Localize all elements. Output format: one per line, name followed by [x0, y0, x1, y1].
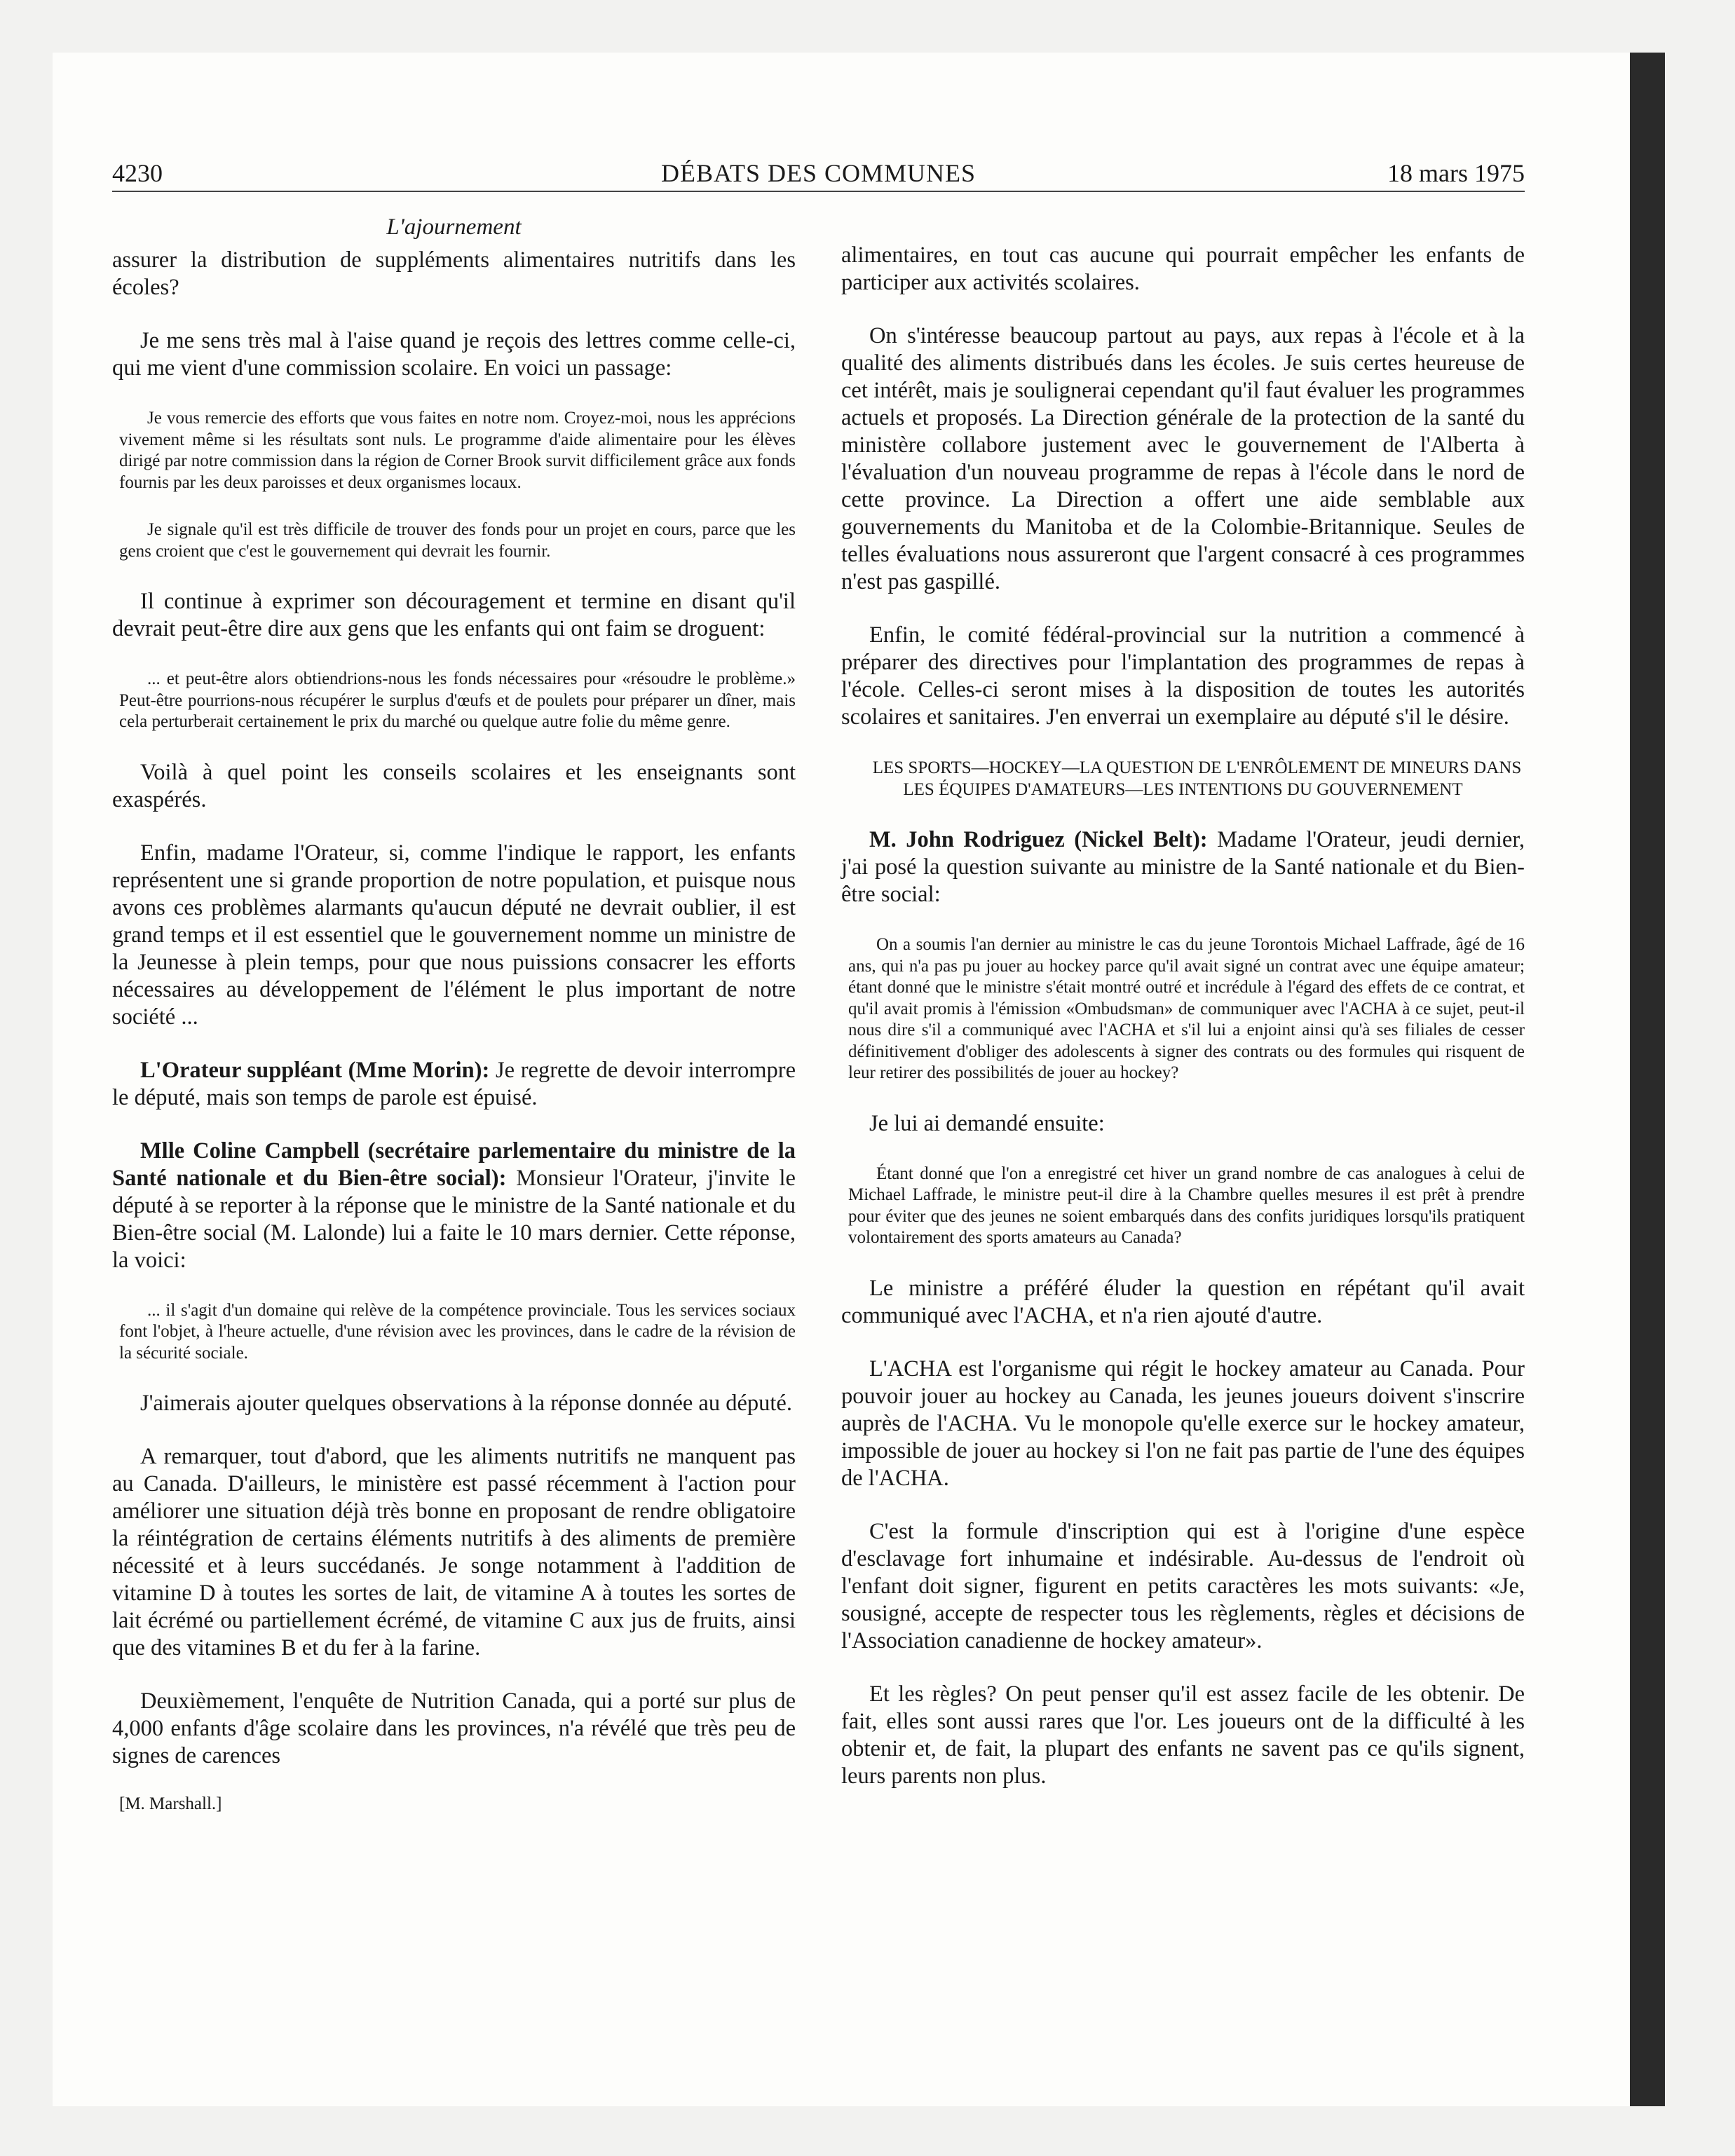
section-kicker: L'ajournement	[386, 214, 522, 240]
speech-paragraph	[112, 1057, 796, 1112]
paragraph: J'aimerais ajouter quelques observations à la réponse donnée au député.	[140, 1391, 792, 1416]
paragraph: Enfin, madame l'Orateur, si, comme l'indique le rapport, les enfants représentent une si grande proportion de notre population, et puisque nous avons ces problèmes alarmants qu'aucun député ne devrait oublier, il est grand temps et il est essentiel que le gouvernement nomme un ministre de la Jeunesse à plein temps, pour que nous puissions consacrer les efforts nécessaires au développement de l'élément le plus important de notre société ...	[112, 840, 796, 1030]
paragraph: Enfin, le comité fédéral-provincial sur la nutrition a commencé à préparer des directives pour l'implantation des programmes de repas à l'école. Celles-ci seront mises à la disposition de toutes les autorités scolaires et sanitaires. J'en enverrai un exemplaire au député s'il le désire.	[841, 622, 1525, 730]
speaker-name: M. John Rodriguez (Nickel Belt):	[869, 827, 1208, 852]
scan-edge-strip	[1630, 53, 1665, 2106]
paragraph: Il continue à exprimer son découragement et termine en disant qu'il devrait peut-être dire aux gens que les enfants qui ont faim se droguent:	[112, 589, 796, 641]
paragraph: Je lui ai demandé ensuite:	[869, 1110, 1105, 1136]
paragraph: Deuxièmement, l'enquête de Nutrition Canada, qui a porté sur plus de 4,000 enfants d'âge scolaire dans les provinces, n'a révélé que très peu de signes de carences	[112, 1688, 796, 1768]
publication-title: DÉBATS DES COMMUNES	[660, 159, 977, 187]
paragraph: alimentaires, en tout cas aucune qui pourrait empêcher les enfants de participer aux activités scolaires.	[841, 243, 1525, 295]
speech-text: Je regrette de devoir interrompre le député, mais son temps de parole est épuisé.	[112, 1057, 796, 1110]
paragraph: On s'intéresse beaucoup partout au pays, aux repas à l'école et à la qualité des aliments distribués dans les écoles. Je suis certes heureuse de cet intérêt, mais je soulignerai cependant qu'il faut évaluer les programmes actuels et proposés. La Direction générale de la protection de la santé du ministère collabore justement avec le gouvernement de l'Alberta à l'évaluation d'un nouveau programme de repas à l'école dans le nord de cette province. La Direction a offert une aide semblable aux gouvernements du Manitoba et de la Colombie-Britannique. Seules de telles évaluations nous assureront que l'argent consacré à ces programmes n'est pas gaspillé.	[841, 323, 1525, 594]
paragraph: Le ministre a préféré éluder la question en répétant qu'il avait communiqué avec l'ACHA, et n'a rien ajouté d'autre.	[841, 1275, 1525, 1328]
left-column	[112, 214, 796, 1817]
right-column	[841, 242, 1525, 1816]
quotation: On a soumis l'an dernier au ministre le cas du jeune Torontois Michael Laffrade, âgé de 16 ans, qui n'a pas pu jouer au hockey parce qu'il avait signé un contrat avec une équipe amateur; étant donné que le ministre s'était montré outré et incrédule à l'égard des effets de ce contrat, et qu'il avait promis à l'émission «Ombudsman» de communiquer avec l'ACHA à ce sujet, peut-il nous dire s'il a communiqué avec l'ACHA et s'il lui a enjoint ainsi qu'à ses filiales de cesser définitivement d'obliger des adolescents à signer des contrats ou des formules qui risquent de leur retirer des possibilités de jouer au hockey?	[848, 935, 1525, 1082]
speech-text: Monsieur l'Orateur, j'invite le député à se reporter à la réponse que le ministre de la Santé nationale et du Bien-être social (M. Lalonde) lui a faite le 10 mars dernier. Cette réponse, la voici:	[112, 1165, 796, 1273]
speaker-name: Mlle Coline Campbell (secrétaire parlementaire du ministre de la Santé nationale et du Bien-être social):	[112, 1138, 796, 1191]
paragraph: L'ACHA est l'organisme qui régit le hockey amateur au Canada. Pour pouvoir jouer au hockey au Canada, les jeunes joueurs doivent s'inscrire auprès de l'ACHA. Vu le monopole qu'elle exerce sur le hockey amateur, impossible de jouer au hockey si l'on ne fait pas partie de l'une des équipes de l'ACHA.	[841, 1356, 1525, 1491]
speaker-name: L'Orateur suppléant (Mme Morin):	[140, 1057, 490, 1083]
speech-text: Madame l'Orateur, jeudi dernier, j'ai posé la question suivante au ministre de la Santé nationale et du Bien-être social:	[841, 827, 1525, 907]
page-number: 4230	[112, 159, 163, 187]
quotation: Je signale qu'il est très difficile de trouver des fonds pour un projet en cours, parce que les gens croient que c'est le gouvernement qui devrait les fournir.	[119, 520, 796, 561]
speech-paragraph	[112, 1138, 796, 1274]
quotation: Étant donné que l'on a enregistré cet hiver un grand nombre de cas analogues à celui de Michael Laffrade, le ministre peut-il dire à la Chambre quelles mesures il est prêt à prendre pour éviter que des jeunes ne soient embarqués dans des confits juridiques lorsqu'ils pratiquent volontairement des sports amateurs au Canada?	[848, 1164, 1525, 1247]
page-header	[112, 158, 1525, 192]
quotation: Je vous remercie des efforts que vous faites en notre nom. Croyez-moi, nous les apprécions vivement même si les résultats sont nuls. Le programme d'aide alimentaire pour les élèves dirigé par notre commission dans la région de Corner Brook survit difficilement grâce aux fonds fournis par les deux paroisses et deux organismes locaux.	[119, 409, 796, 492]
paragraph: Et les règles? On peut penser qu'il est assez facile de les obtenir. De fait, elles sont aussi rares que l'or. Les joueurs ont de la difficulté à les obtenir et, de fait, la plupart des enfants ne savent pas ce qu'ils signent, leurs parents non plus.	[841, 1681, 1525, 1789]
paragraph: Voilà à quel point les conseils scolaires et les enseignants sont exaspérés.	[112, 759, 796, 812]
paragraph: C'est la formule d'inscription qui est à l'origine d'une espèce d'esclavage fort inhumaine et indésirable. Au-dessus de l'endroit où l'enfant doit signer, figurent en petits caractères les mots suivants: «Je, sousigné, accepte de respecter tous les règlements, règles et décisions de l'Association canadienne de hockey amateur».	[841, 1518, 1525, 1653]
paragraph: A remarquer, tout d'abord, que les aliments nutritifs ne manquent pas au Canada. D'ailleurs, le ministère est passé récemment à l'action pour améliorer une situation déjà très bonne en proposant de rendre obligatoire la réintégration de certains éléments nutritifs à des aliments de première nécessité et à leurs succédanés. Je songe notamment à l'addition de vitamine D à toutes les sortes de lait, de vitamine A à toutes les sortes de lait écrémé ou partiellement écrémé, de vitamine C aux jus de fruits, ainsi que des vitamines B et du fer à la farine.	[112, 1444, 796, 1660]
quotation: ... et peut-être alors obtiendrions-nous les fonds nécessaires pour «résoudre le problème.» Peut-être pourrions-nous récupérer le surplus d'œufs et de poulets pour préparer un dîner, mais cela perturberait certainement le prix du marché ou quelque autre folie du même genre.	[119, 669, 796, 731]
publication-date: 18 mars 1975	[1387, 159, 1525, 187]
speaker-reference: [M. Marshall.]	[119, 1794, 222, 1813]
paragraph: Je me sens très mal à l'aise quand je reçois des lettres comme celle-ci, qui me vient d'une commission scolaire. En voici un passage:	[112, 328, 796, 381]
section-heading: LES SPORTS—HOCKEY—LA QUESTION DE L'ENRÔLEMENT DE MINEURS DANS LES ÉQUIPES D'AMATEURS—LES INTENTIONS DU GOUVERNEMENT	[872, 758, 1522, 799]
quotation: ... il s'agit d'un domaine qui relève de la compétence provinciale. Tous les services sociaux font l'objet, à l'heure actuelle, d'une révision avec les provinces, dans le cadre de la révision de la sécurité sociale.	[119, 1300, 796, 1363]
speech-paragraph	[841, 826, 1525, 908]
paragraph: assurer la distribution de suppléments alimentaires nutritifs dans les écoles?	[112, 247, 796, 300]
